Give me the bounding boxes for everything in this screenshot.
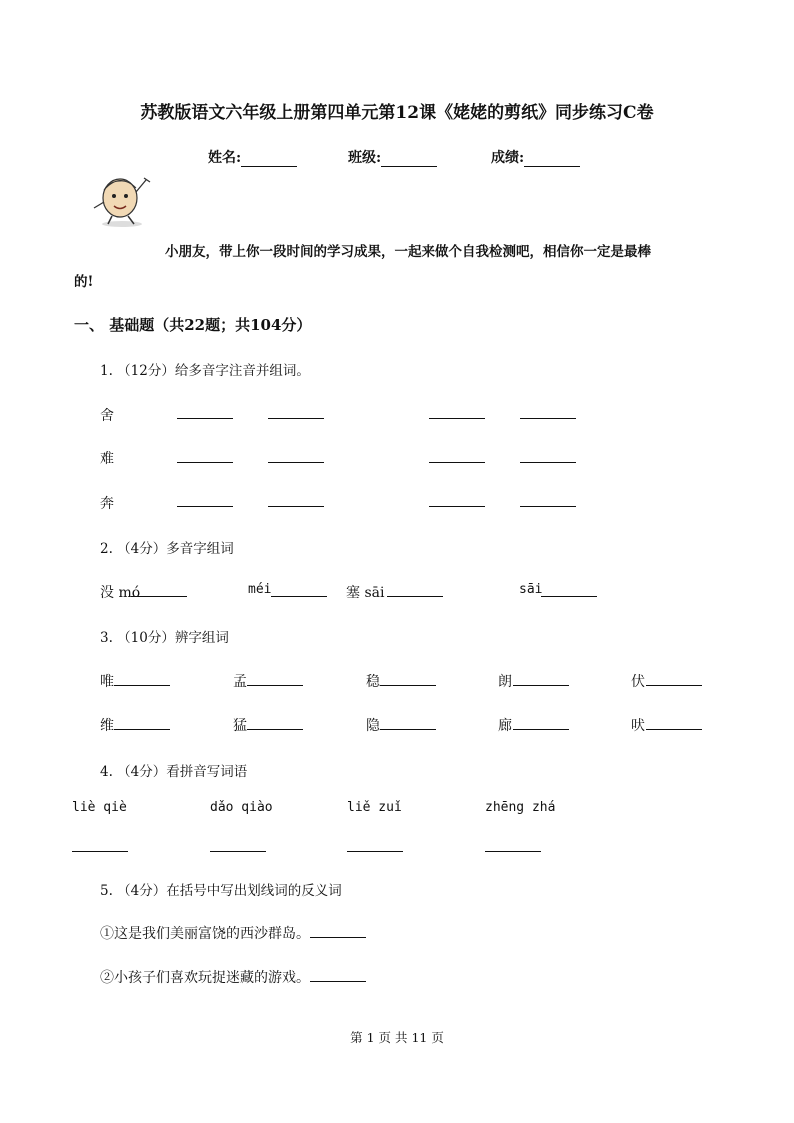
q2-item: 塞 sāi — [346, 585, 385, 601]
class-blank[interactable] — [381, 152, 437, 167]
answer-blank[interactable] — [177, 506, 233, 507]
q4-pinyin: liè qiè — [72, 800, 127, 815]
q3-char: 孟 — [233, 674, 247, 690]
answer-blank[interactable] — [646, 729, 702, 730]
q3-char: 猛 — [233, 718, 247, 734]
q5-item: ①这是我们美丽富饶的西沙群岛。 — [100, 926, 310, 942]
answer-blank[interactable] — [646, 685, 702, 686]
name-label: 姓名: — [208, 150, 242, 166]
answer-blank[interactable] — [177, 462, 233, 463]
q2-item: 没 mó — [100, 585, 141, 601]
cartoon-kid-icon — [84, 168, 160, 228]
class-field — [348, 147, 437, 167]
answer-blank[interactable] — [247, 685, 303, 686]
answer-blank[interactable] — [485, 851, 541, 852]
answer-blank[interactable] — [177, 418, 233, 419]
q3-char: 伏 — [631, 674, 645, 690]
q3-char: 唯 — [100, 674, 114, 690]
intro-text-line1: 小朋友，带上你一段时间的学习成果，一起来做个自我检测吧，相信你一定是最棒 — [165, 244, 651, 260]
answer-blank[interactable] — [268, 506, 324, 507]
q4-pinyin: dǎo qiào — [210, 800, 273, 815]
q3-char: 稳 — [366, 674, 380, 690]
score-label: 成绩: — [491, 150, 525, 166]
answer-blank[interactable] — [387, 596, 443, 597]
q4-pinyin: liě zuǐ — [347, 800, 402, 815]
answer-blank[interactable] — [131, 596, 187, 597]
q5-item: ②小孩子们喜欢玩捉迷藏的游戏。 — [100, 970, 310, 986]
question-1-label: 1. （12分）给多音字注音并组词。 — [100, 363, 310, 379]
q3-char: 廊 — [498, 718, 512, 734]
answer-blank[interactable] — [310, 981, 366, 982]
answer-blank[interactable] — [268, 418, 324, 419]
intro-text-line2: 的! — [74, 274, 94, 290]
name-field — [208, 147, 297, 167]
answer-blank[interactable] — [513, 685, 569, 686]
class-label: 班级: — [348, 150, 382, 166]
score-blank[interactable] — [524, 152, 580, 167]
question-4-label: 4. （4分）看拼音写词语 — [100, 764, 248, 780]
answer-blank[interactable] — [520, 462, 576, 463]
answer-blank[interactable] — [114, 729, 170, 730]
question-5-label: 5. （4分）在括号中写出划线词的反义词 — [100, 883, 342, 899]
q4-pinyin: zhēng zhá — [485, 800, 556, 815]
answer-blank[interactable] — [268, 462, 324, 463]
answer-blank[interactable] — [114, 685, 170, 686]
answer-blank[interactable] — [520, 506, 576, 507]
answer-blank[interactable] — [347, 851, 403, 852]
q2-item: sāi — [519, 582, 543, 597]
answer-blank[interactable] — [380, 685, 436, 686]
q1-char: 难 — [100, 451, 114, 467]
q3-char: 吠 — [631, 718, 645, 734]
q1-char: 舍 — [100, 408, 114, 424]
answer-blank[interactable] — [72, 851, 128, 852]
answer-blank[interactable] — [520, 418, 576, 419]
section-heading: 一、 基础题（共22题；共104分） — [74, 316, 312, 334]
page-title: 苏教版语文六年级上册第四单元第12课《姥姥的剪纸》同步练习C卷 — [140, 103, 654, 123]
q3-char: 维 — [100, 718, 114, 734]
answer-blank[interactable] — [380, 729, 436, 730]
answer-blank[interactable] — [429, 462, 485, 463]
question-3-label: 3. （10分）辨字组词 — [100, 630, 229, 646]
q1-char: 奔 — [100, 496, 114, 512]
question-2-label: 2. （4分）多音字组词 — [100, 541, 234, 557]
answer-blank[interactable] — [310, 937, 366, 938]
answer-blank[interactable] — [271, 596, 327, 597]
answer-blank[interactable] — [210, 851, 266, 852]
q3-char: 隐 — [366, 718, 380, 734]
answer-blank[interactable] — [429, 506, 485, 507]
score-field — [491, 147, 580, 167]
name-blank[interactable] — [241, 152, 297, 167]
page-footer: 第 1 页 共 11 页 — [350, 1030, 444, 1045]
answer-blank[interactable] — [247, 729, 303, 730]
answer-blank[interactable] — [541, 596, 597, 597]
q2-item: méi — [248, 582, 272, 597]
answer-blank[interactable] — [429, 418, 485, 419]
q3-char: 朗 — [498, 674, 512, 690]
answer-blank[interactable] — [513, 729, 569, 730]
